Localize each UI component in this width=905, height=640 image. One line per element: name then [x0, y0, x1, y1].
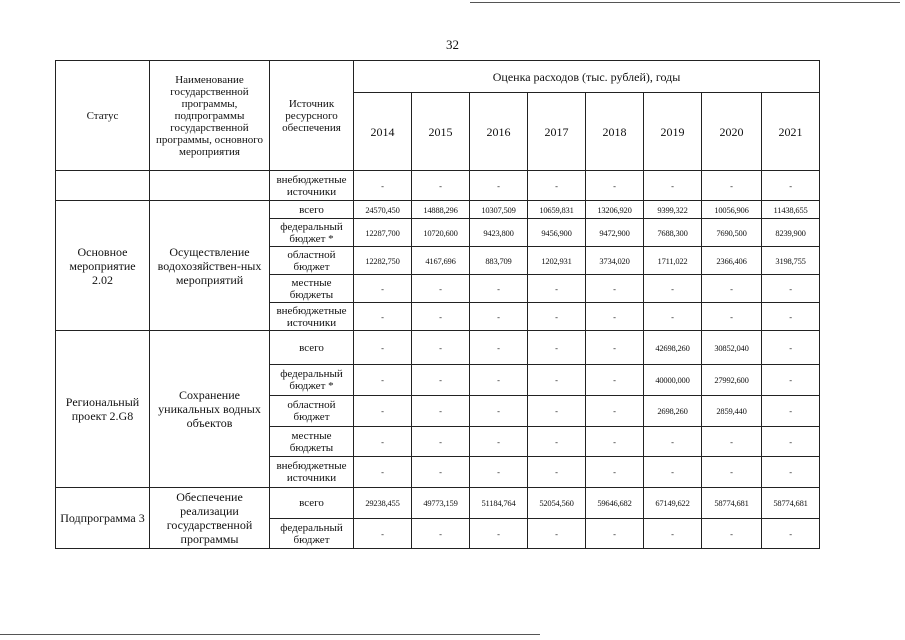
- source-cell: областной бюджет: [270, 247, 354, 275]
- source-cell: всего: [270, 331, 354, 365]
- value-cell: 49773,159: [412, 488, 470, 519]
- value-cell: -: [470, 303, 528, 331]
- top-rule: [470, 2, 900, 3]
- table-row: [56, 331, 820, 365]
- value-cell: 2698,260: [644, 396, 702, 427]
- value-cell: -: [470, 331, 528, 365]
- value-cell: 52054,560: [528, 488, 586, 519]
- value-cell: -: [586, 519, 644, 549]
- value-cell: -: [354, 396, 412, 427]
- value-cell: -: [412, 331, 470, 365]
- header-year: 2019: [644, 93, 702, 171]
- value-cell: 13206,920: [586, 201, 644, 219]
- value-cell: -: [586, 396, 644, 427]
- value-cell: -: [470, 171, 528, 201]
- name-cell: Осуществление водохозяйствен-ных мероприятий: [150, 201, 270, 331]
- value-cell: 10056,906: [702, 201, 762, 219]
- value-cell: -: [528, 427, 586, 457]
- value-cell: -: [412, 171, 470, 201]
- value-cell: -: [528, 275, 586, 303]
- value-cell: -: [412, 365, 470, 396]
- value-cell: -: [412, 303, 470, 331]
- value-cell: -: [644, 457, 702, 488]
- status-cell: Основное мероприятие 2.02: [56, 201, 150, 331]
- value-cell: 29238,455: [354, 488, 412, 519]
- value-cell: -: [586, 171, 644, 201]
- value-cell: -: [586, 275, 644, 303]
- value-cell: 11438,655: [762, 201, 820, 219]
- value-cell: -: [644, 427, 702, 457]
- source-cell: всего: [270, 201, 354, 219]
- value-cell: -: [470, 519, 528, 549]
- value-cell: 4167,696: [412, 247, 470, 275]
- value-cell: -: [528, 396, 586, 427]
- source-cell: внебюджетные источники: [270, 457, 354, 488]
- value-cell: -: [586, 365, 644, 396]
- table-row: [56, 171, 820, 201]
- value-cell: 24570,450: [354, 201, 412, 219]
- value-cell: 59646,682: [586, 488, 644, 519]
- value-cell: -: [354, 427, 412, 457]
- value-cell: 9472,900: [586, 219, 644, 247]
- value-cell: 27992,600: [702, 365, 762, 396]
- value-cell: 40000,000: [644, 365, 702, 396]
- value-cell: -: [354, 303, 412, 331]
- name-cell: Обеспечение реализации государственной программы: [150, 488, 270, 549]
- value-cell: -: [586, 427, 644, 457]
- value-cell: -: [354, 457, 412, 488]
- value-cell: -: [470, 457, 528, 488]
- value-cell: 3734,020: [586, 247, 644, 275]
- source-cell: всего: [270, 488, 354, 519]
- header-year: 2020: [702, 93, 762, 171]
- value-cell: -: [702, 427, 762, 457]
- value-cell: -: [528, 303, 586, 331]
- table-row: [56, 488, 820, 519]
- value-cell: -: [528, 519, 586, 549]
- value-cell: 7688,300: [644, 219, 702, 247]
- header-program-name: Наименование государственной программы, подпрограммы государственной программы, основного мероприятия: [150, 61, 270, 171]
- value-cell: 58774,681: [762, 488, 820, 519]
- source-cell: местные бюджеты: [270, 427, 354, 457]
- value-cell: -: [412, 519, 470, 549]
- value-cell: 58774,681: [702, 488, 762, 519]
- value-cell: 9399,322: [644, 201, 702, 219]
- value-cell: 9423,800: [470, 219, 528, 247]
- value-cell: -: [644, 275, 702, 303]
- expenses-table: [55, 60, 820, 549]
- value-cell: -: [470, 275, 528, 303]
- value-cell: -: [412, 396, 470, 427]
- value-cell: -: [762, 171, 820, 201]
- header-estimate: Оценка расходов (тыс. рублей), годы: [354, 61, 820, 93]
- value-cell: 51184,764: [470, 488, 528, 519]
- source-cell: федеральный бюджет *: [270, 219, 354, 247]
- source-cell: федеральный бюджет *: [270, 365, 354, 396]
- value-cell: -: [702, 275, 762, 303]
- header-year: 2016: [470, 93, 528, 171]
- value-cell: 883,709: [470, 247, 528, 275]
- value-cell: 1202,931: [528, 247, 586, 275]
- source-cell: местные бюджеты: [270, 275, 354, 303]
- header-source: Источник ресурсного обеспечения: [270, 61, 354, 171]
- value-cell: -: [412, 427, 470, 457]
- value-cell: 1711,022: [644, 247, 702, 275]
- value-cell: 12287,700: [354, 219, 412, 247]
- value-cell: -: [762, 427, 820, 457]
- value-cell: -: [644, 171, 702, 201]
- source-cell: внебюджетные источники: [270, 171, 354, 201]
- value-cell: -: [762, 331, 820, 365]
- value-cell: -: [354, 519, 412, 549]
- value-cell: -: [470, 396, 528, 427]
- value-cell: -: [762, 519, 820, 549]
- value-cell: -: [762, 303, 820, 331]
- value-cell: 10659,831: [528, 201, 586, 219]
- page-number: 32: [446, 37, 459, 52]
- value-cell: -: [762, 457, 820, 488]
- value-cell: 14888,296: [412, 201, 470, 219]
- status-cell: [56, 171, 150, 201]
- value-cell: -: [702, 519, 762, 549]
- header-year: 2015: [412, 93, 470, 171]
- value-cell: 2366,406: [702, 247, 762, 275]
- status-cell: Региональный проект 2.G8: [56, 331, 150, 488]
- name-cell: [150, 171, 270, 201]
- bottom-rule: [0, 634, 540, 635]
- source-cell: федеральный бюджет: [270, 519, 354, 549]
- value-cell: 3198,755: [762, 247, 820, 275]
- value-cell: -: [702, 457, 762, 488]
- source-cell: областной бюджет: [270, 396, 354, 427]
- value-cell: -: [586, 331, 644, 365]
- value-cell: 2859,440: [702, 396, 762, 427]
- value-cell: -: [644, 303, 702, 331]
- value-cell: 7690,500: [702, 219, 762, 247]
- header-year: 2017: [528, 93, 586, 171]
- header-year: 2018: [586, 93, 644, 171]
- value-cell: -: [354, 365, 412, 396]
- header-year: 2014: [354, 93, 412, 171]
- source-cell: внебюджетные источники: [270, 303, 354, 331]
- header-year: 2021: [762, 93, 820, 171]
- value-cell: -: [470, 427, 528, 457]
- value-cell: -: [354, 275, 412, 303]
- value-cell: 12282,750: [354, 247, 412, 275]
- value-cell: -: [412, 275, 470, 303]
- value-cell: -: [470, 365, 528, 396]
- value-cell: -: [586, 457, 644, 488]
- name-cell: Сохранение уникальных водных объектов: [150, 331, 270, 488]
- value-cell: -: [586, 303, 644, 331]
- value-cell: -: [762, 396, 820, 427]
- value-cell: 10307,509: [470, 201, 528, 219]
- value-cell: -: [528, 171, 586, 201]
- value-cell: -: [702, 171, 762, 201]
- value-cell: -: [762, 365, 820, 396]
- value-cell: 42698,260: [644, 331, 702, 365]
- value-cell: -: [354, 331, 412, 365]
- value-cell: -: [702, 303, 762, 331]
- value-cell: -: [354, 171, 412, 201]
- value-cell: -: [528, 331, 586, 365]
- value-cell: -: [412, 457, 470, 488]
- value-cell: -: [528, 365, 586, 396]
- status-cell: Подпрограмма 3: [56, 488, 150, 549]
- table-row: [56, 201, 820, 219]
- value-cell: 9456,900: [528, 219, 586, 247]
- header-status: Статус: [56, 61, 150, 171]
- value-cell: 8239,900: [762, 219, 820, 247]
- value-cell: 10720,600: [412, 219, 470, 247]
- value-cell: 67149,622: [644, 488, 702, 519]
- value-cell: 30852,040: [702, 331, 762, 365]
- value-cell: -: [528, 457, 586, 488]
- value-cell: -: [762, 275, 820, 303]
- value-cell: -: [644, 519, 702, 549]
